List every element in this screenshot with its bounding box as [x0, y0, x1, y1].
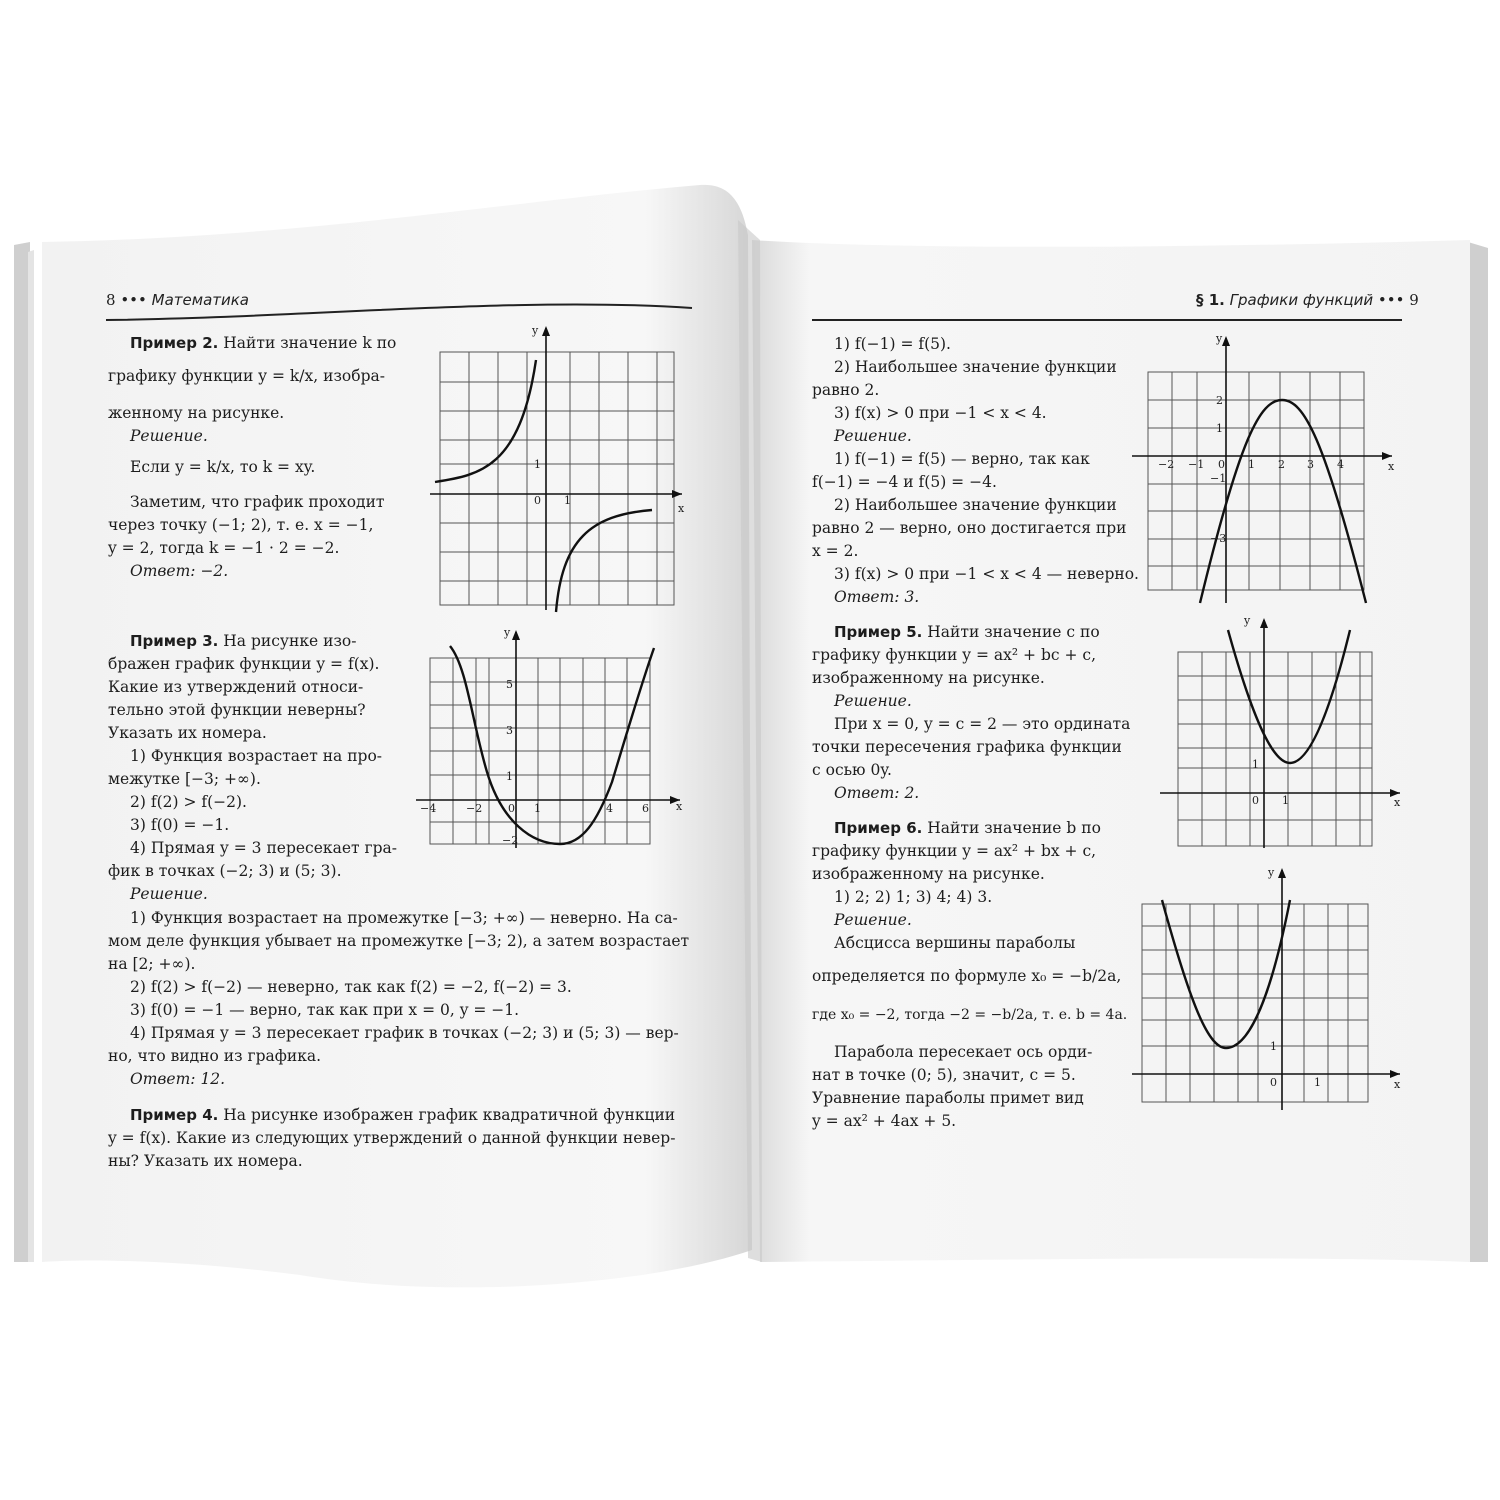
text-line: Уравнение параболы примет вид	[812, 1089, 1084, 1107]
x-label: x	[678, 502, 685, 515]
text-line: графику функции y = ax² + bx + c,	[812, 842, 1097, 860]
example-6	[812, 817, 1147, 1133]
text-line: Абсцисса вершины параболы	[834, 934, 1076, 952]
graph-function-f	[412, 622, 692, 852]
text-line: мом деле функция убывает на промежутке [−3; 2), а затем возрастает	[108, 932, 690, 950]
tick-x-1: 1	[564, 494, 571, 507]
text-line: 3) f(x) > 0 при −1 < x < 4.	[834, 404, 1047, 422]
tick-x: 2	[1278, 458, 1285, 471]
y-arrow	[542, 326, 550, 336]
tick-y: 2	[1216, 394, 1223, 407]
example-3-title: Пример 3.	[130, 632, 219, 650]
text-line: 1) f(−1) = f(5) — верно, так как	[834, 450, 1090, 468]
graph-hyperbola	[430, 320, 690, 620]
text-line: 3) f(0) = −1.	[130, 816, 230, 834]
tick-x: 0	[1218, 458, 1225, 471]
text-line: 1) 2; 2) 1; 3) 4; 4) 3.	[834, 888, 993, 906]
example-4-title: Пример 4.	[130, 1106, 219, 1124]
graph-parabola-ex6	[1130, 862, 1410, 1112]
text-line: равно 2.	[812, 381, 880, 399]
example-2-title: Пример 2.	[130, 334, 219, 352]
answer: Ответ: −2.	[130, 562, 229, 580]
text-line: Какие из утверждений относи-	[108, 678, 364, 696]
tick-x: −4	[420, 802, 437, 815]
text-line: точки пересечения графика функции	[812, 738, 1122, 756]
text-line: x = 2.	[812, 542, 859, 560]
example-2	[108, 332, 418, 583]
y-label: y	[1216, 332, 1223, 345]
y-arrow	[1222, 336, 1230, 346]
grid	[430, 658, 650, 844]
tick-y: 1	[1216, 422, 1223, 435]
running-head-right: Графики функций	[1229, 291, 1374, 309]
header-marks-left: •••	[120, 291, 147, 309]
text-line: изображенному на рисунке.	[812, 669, 1045, 687]
text-line: где x₀ = −2, тогда −2 = −b/2a, т. е. b = 4a.	[812, 1007, 1128, 1023]
tick-x: −1	[1188, 458, 1205, 471]
text-line: 1) Функция возрастает на про-	[130, 747, 383, 765]
left-running-header	[106, 291, 249, 309]
text-line: графику функции y = ax² + bc + c,	[812, 646, 1096, 664]
tick-x-1: 1	[1282, 794, 1289, 807]
tick-y: −2	[502, 834, 519, 847]
solution-label: Решение.	[834, 427, 912, 445]
answer: Ответ: 3.	[834, 588, 920, 606]
text-line: равно 2 — верно, оно достигается при	[812, 519, 1127, 537]
tick-y-1: 1	[1252, 758, 1259, 771]
tick-x: 1	[534, 802, 541, 815]
example-3	[108, 630, 408, 906]
text-line: y = 2, тогда k = −1 · 2 = −2.	[108, 539, 340, 557]
tick-x: 0	[508, 802, 515, 815]
solution-label: Решение.	[834, 692, 912, 710]
text-line: бражен график функции y = f(x).	[108, 655, 380, 673]
y-arrow	[512, 630, 520, 640]
tick-y: −1	[1210, 472, 1227, 485]
example-6-title: Пример 6.	[834, 819, 923, 837]
y-arrow	[1260, 618, 1268, 628]
parabola	[1228, 630, 1350, 763]
solution-label: Решение.	[130, 885, 208, 903]
answer: Ответ: 12.	[130, 1070, 226, 1088]
text-line: Найти значение c по	[927, 623, 1100, 641]
example-4	[108, 1104, 698, 1173]
answer: Ответ: 2.	[834, 784, 920, 802]
solution-label: Решение.	[834, 911, 912, 929]
parabola	[1200, 400, 1366, 603]
tick-x: −2	[466, 802, 483, 815]
running-head-left: Математика	[151, 291, 250, 309]
text-line: женному на рисунке.	[108, 404, 285, 422]
example-5	[812, 621, 1147, 805]
grid	[440, 352, 674, 605]
x-label: x	[676, 800, 683, 813]
page-number-right: 9	[1409, 291, 1419, 309]
tick-x: −2	[1158, 458, 1175, 471]
text-line: Указать их номера.	[108, 724, 267, 742]
graph-parabola-ex5	[1158, 610, 1408, 850]
text-line: 4) Прямая y = 3 пересекает гра-	[130, 839, 398, 857]
y-label: y	[1244, 614, 1251, 627]
x-arrow	[672, 490, 682, 498]
graph-quadratic-ex4	[1130, 328, 1400, 618]
x-label: x	[1388, 460, 1395, 473]
tick-y-1: 1	[1270, 1040, 1277, 1053]
text-line: графику функции y = k/x, изобра-	[108, 367, 385, 385]
text-line: На рисунке изображен график квадратичной функции	[223, 1106, 676, 1124]
page-number-left: 8	[106, 291, 116, 309]
example-3-solution	[108, 907, 698, 1091]
text-line: но, что видно из графика.	[108, 1047, 322, 1065]
tick-y: −3	[1210, 532, 1227, 545]
tick-y: 1	[506, 770, 513, 783]
text-line: 2) f(2) > f(−2) — неверно, так как f(2) = −2, f(−2) = 3.	[130, 978, 572, 996]
text-line: На рисунке изо-	[223, 632, 357, 650]
tick-x-1: 1	[1314, 1076, 1321, 1089]
y-arrow	[1278, 868, 1286, 878]
text-line: 2) Наибольшее значение функции	[834, 358, 1117, 376]
y-label: y	[1268, 866, 1275, 879]
text-line: межутке [−3; +∞).	[108, 770, 261, 788]
text-line: 3) f(x) > 0 при −1 < x < 4 — неверно.	[834, 565, 1139, 583]
tick-origin: 0	[534, 494, 541, 507]
tick-x: 3	[1307, 458, 1314, 471]
solution-label: Решение.	[130, 427, 208, 445]
tick-origin: 0	[1270, 1076, 1277, 1089]
text-line: 1) f(−1) = f(5).	[834, 335, 951, 353]
text-line: определяется по формуле x₀ = −b/2a,	[812, 967, 1122, 985]
y-label: y	[504, 626, 511, 639]
grid	[1142, 904, 1368, 1102]
x-label: x	[1394, 796, 1401, 809]
x-arrow	[1382, 452, 1392, 460]
grid	[1178, 652, 1372, 846]
example-4-continued	[812, 333, 1142, 609]
y-label: y	[532, 324, 539, 337]
text-line: Заметим, что график проходит	[130, 493, 385, 511]
text-line: 2) Наибольшее значение функции	[834, 496, 1117, 514]
x-label: x	[1394, 1078, 1401, 1091]
text-line: 3) f(0) = −1 — верно, так как при x = 0, y = −1.	[130, 1001, 520, 1019]
text-line: с осью 0y.	[812, 761, 892, 779]
tick-y: 5	[506, 678, 513, 691]
example-5-title: Пример 5.	[834, 623, 923, 641]
text-line: y = ax² + 4ax + 5.	[812, 1112, 957, 1130]
tick-x: 4	[606, 802, 613, 815]
tick-y: 3	[506, 724, 513, 737]
text-line: на [2; +∞).	[108, 955, 196, 973]
tick-y-1: 1	[534, 458, 541, 471]
tick-x: 4	[1337, 458, 1344, 471]
text-line: Найти значение k по	[223, 334, 397, 352]
section-number: § 1.	[1196, 291, 1225, 309]
text-line: 1) Функция возрастает на промежутке [−3; +∞) — неверно. На са-	[130, 909, 678, 927]
text-line: 4) Прямая y = 3 пересекает график в точках (−2; 3) и (5; 3) — вер-	[130, 1024, 679, 1042]
tick-x: 6	[642, 802, 649, 815]
header-marks-right: •••	[1377, 291, 1405, 309]
tick-x: 1	[1248, 458, 1255, 471]
text-line: Если y = k/x, то k = xy.	[130, 458, 316, 476]
text-line: f(−1) = −4 и f(5) = −4.	[812, 473, 997, 491]
text-line: 2) f(2) > f(−2).	[130, 793, 247, 811]
text-line: фик в точках (−2; 3) и (5; 3).	[108, 862, 342, 880]
text-line: через точку (−1; 2), т. е. x = −1,	[108, 516, 374, 534]
text-line: ны? Указать их номера.	[108, 1152, 303, 1170]
text-line: нат в точке (0; 5), значит, c = 5.	[812, 1066, 1076, 1084]
text-line: тельно этой функции неверны?	[108, 701, 366, 719]
right-running-header	[1196, 291, 1419, 309]
text-line: При x = 0, y = c = 2 — это ордината	[834, 715, 1131, 733]
text-line: изображенному на рисунке.	[812, 865, 1045, 883]
tick-origin: 0	[1252, 794, 1259, 807]
text-line: Парабола пересекает ось орди-	[834, 1043, 1093, 1061]
text-line: y = f(x). Какие из следующих утверждений о данной функции невер-	[108, 1129, 676, 1147]
text-line: Найти значение b по	[927, 819, 1101, 837]
x-arrow	[1390, 1070, 1400, 1078]
